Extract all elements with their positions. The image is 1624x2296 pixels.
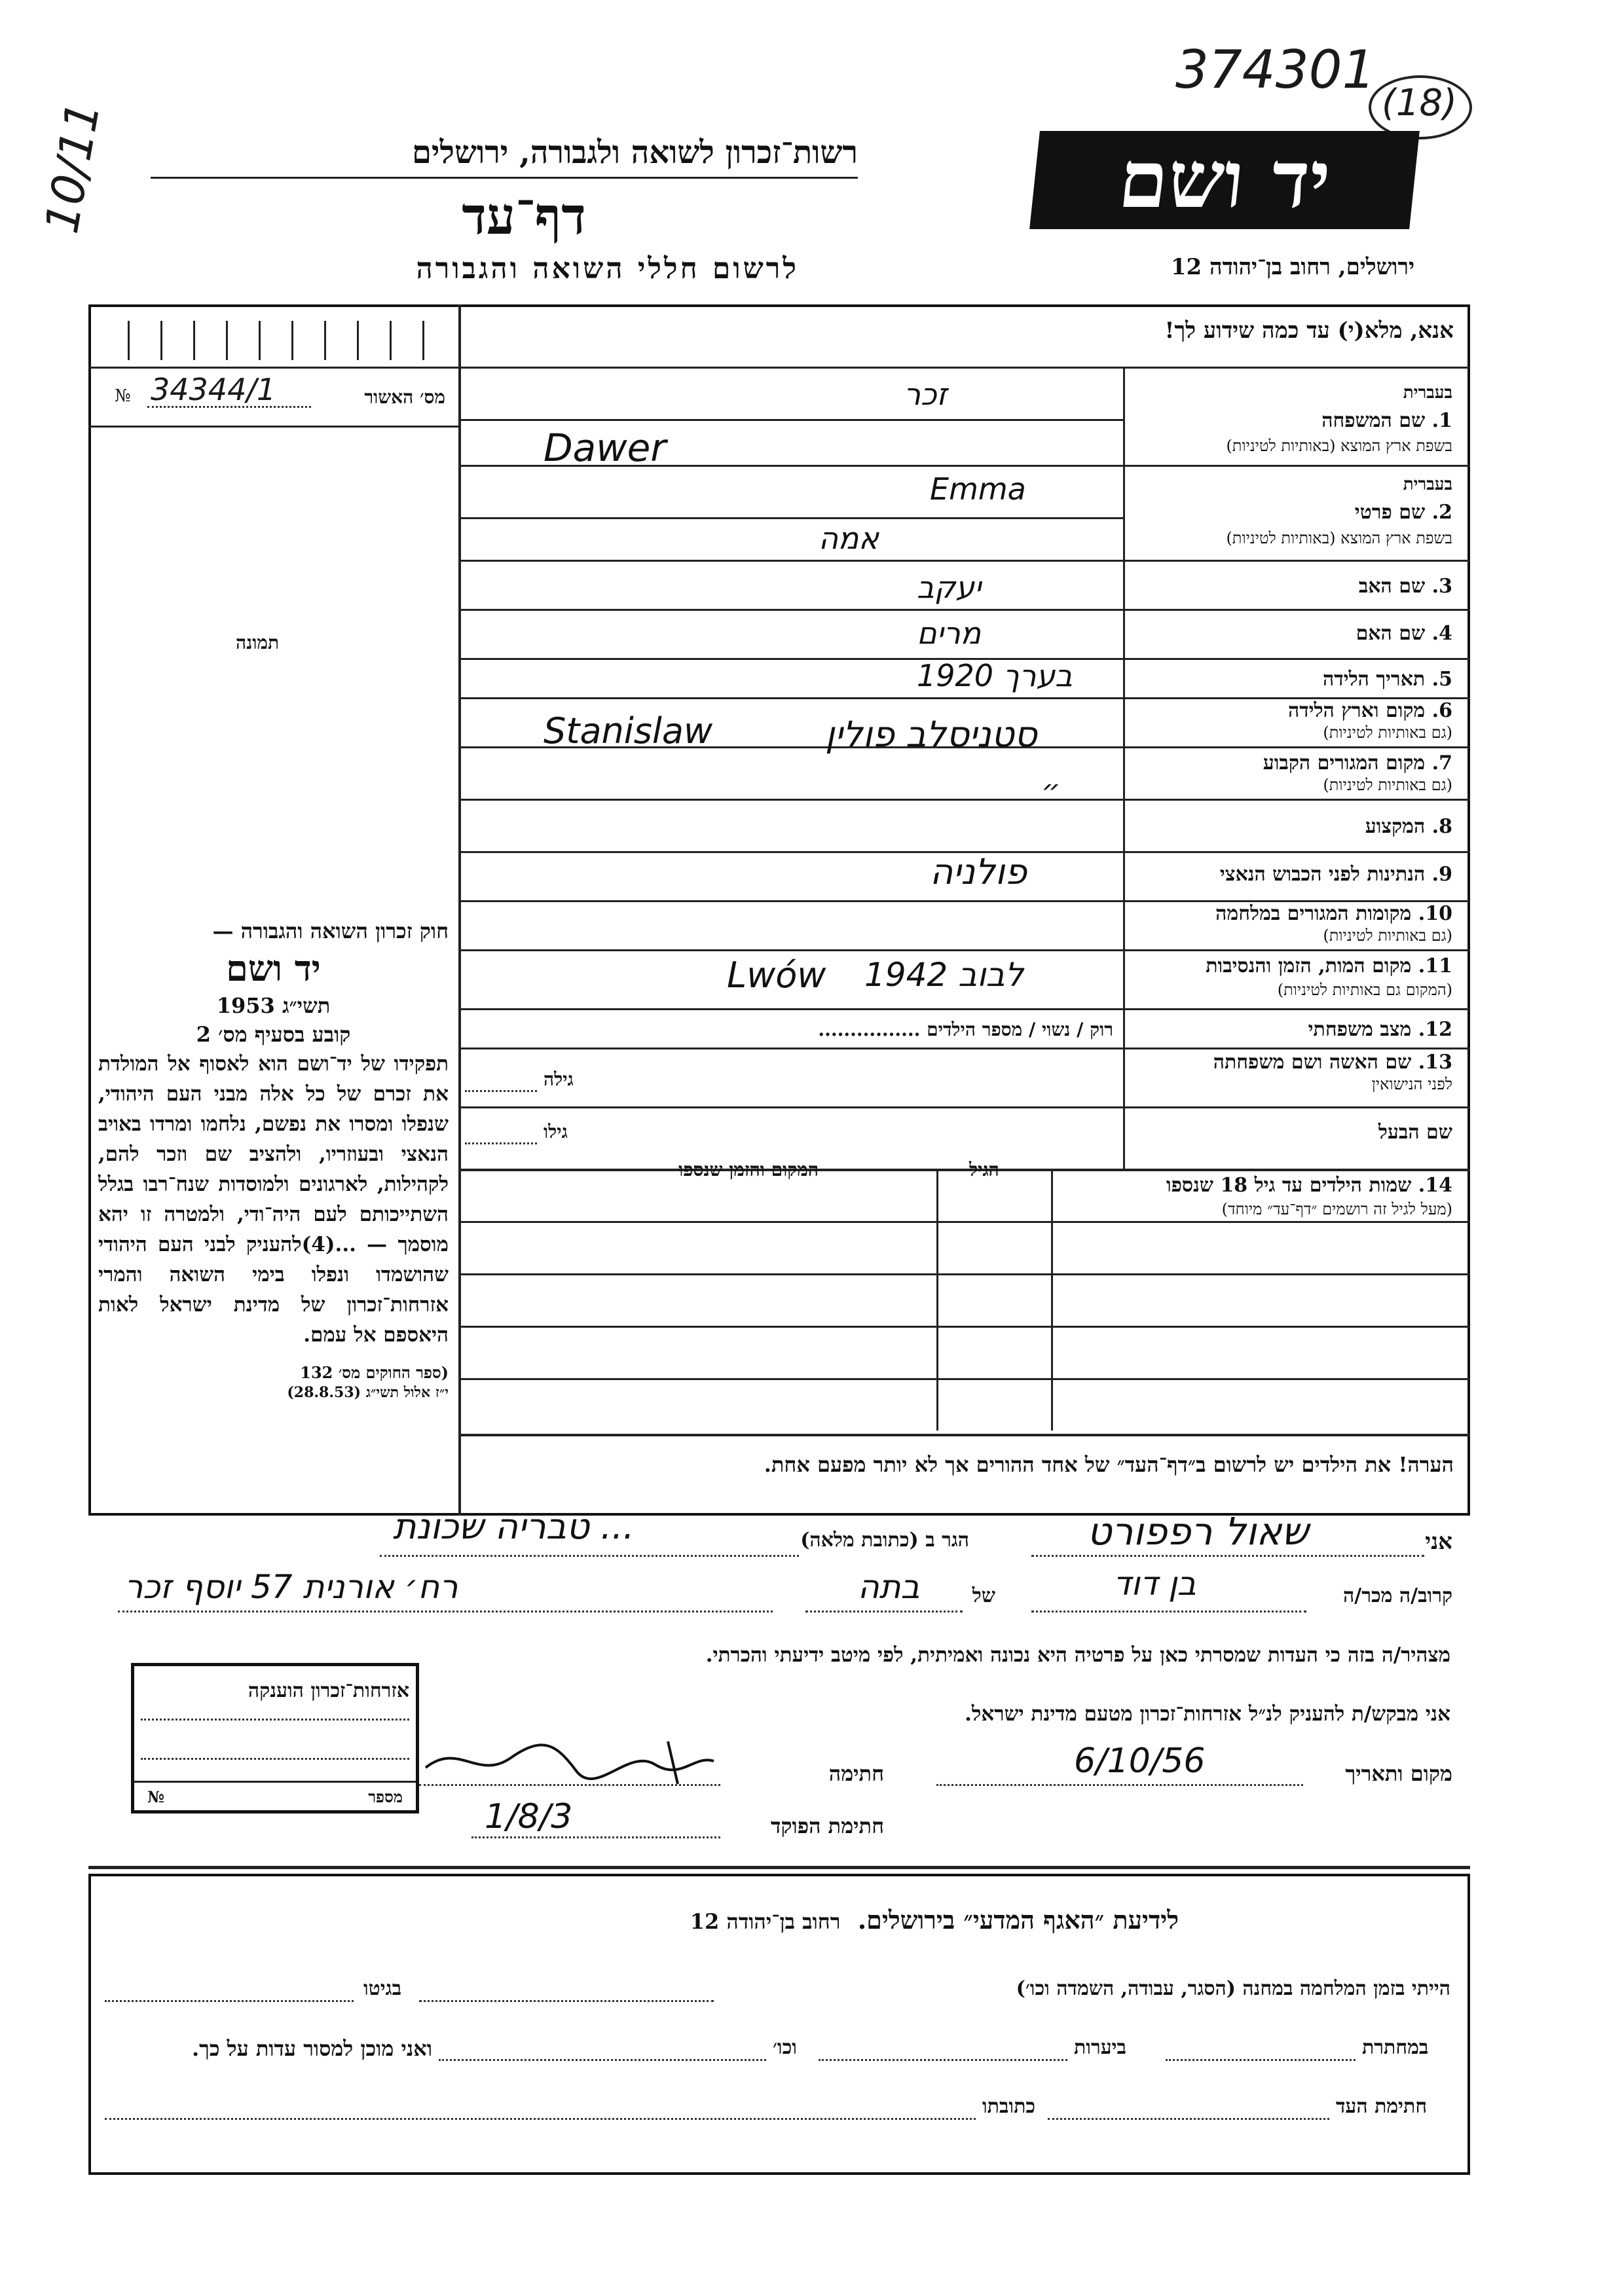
footer-line1: הייתי בזמן המלחמה במחנה (הסגר, עבודה, השמדה וכו׳) xyxy=(1016,1977,1450,2000)
field3-num: 3. xyxy=(1431,575,1452,598)
field9-num: 9. xyxy=(1431,863,1452,886)
footer-witness-address: כתובתו xyxy=(982,2095,1036,2118)
footer-underground-dots xyxy=(1166,2059,1356,2061)
footer-line1-dots xyxy=(419,2000,714,2002)
footer-witness-dots xyxy=(1048,2118,1329,2120)
field12-num: 12. xyxy=(1418,1018,1452,1041)
footer-line2-end: ואני מוכן למסור עדות על כך. xyxy=(191,2036,432,2061)
row-line xyxy=(458,517,1123,519)
cell-tick xyxy=(390,321,392,360)
footer-underground: במחתרת xyxy=(1362,2036,1429,2059)
footer-forests-dots xyxy=(819,2059,1067,2061)
citizenship-no: № xyxy=(147,1787,165,1806)
field2-sub: בשפת ארץ המוצא (באותיות לטיניות) xyxy=(1226,529,1452,547)
field7-label-text: מקום המגורים הקבוע xyxy=(1263,752,1426,774)
law-body: תפקידו של יד־ושם הוא לאסוף אל המולדת את זכרם של כל אלה מבני העם היהודי, שנפלו ומסרו את נפשם, נלחמו ומרדו באויב הנאצי ובעוזריו, ולהציב שם וזכר להם, לקהילות, לארגונים ולמוסדות שנח־רבו בגלל השתייכותם לעם היה־ודי, ולמטרה זו יהא מוסמך — ...(4)להעניק לבני העם היהודי שהושמדו ונפלו בימי השואה והמרי אזרחות־זכרון של מדינת ישראל לאות היאספם אל עמם. xyxy=(98,1052,449,1347)
decl-place-date: מקום ותאריך xyxy=(1345,1761,1452,1786)
children-col-divider xyxy=(1051,1169,1053,1430)
field6-value: סטניסלב פולין xyxy=(825,714,1037,755)
field5-num: 5. xyxy=(1431,668,1452,691)
decl-officer-signature: חתימת הפוקד xyxy=(771,1813,884,1838)
approval-bottom-line xyxy=(88,426,458,428)
cell-tick xyxy=(357,321,359,360)
margin-mark: 10/11 xyxy=(34,98,111,238)
approval-no-sign: № xyxy=(115,386,131,406)
cell-tick xyxy=(422,321,424,360)
decl-place-date-line xyxy=(936,1784,1303,1786)
cell-tick xyxy=(193,321,195,360)
children-row xyxy=(458,1221,1470,1223)
field7-value: ״ xyxy=(1041,773,1061,808)
law-source: (ספר החוקים מס׳ 132 xyxy=(300,1363,449,1382)
children-label-text: שמות הילדים עד גיל 18 שנספו xyxy=(1166,1174,1412,1197)
footer-etc-dots xyxy=(439,2059,766,2061)
field13-num: 13. xyxy=(1418,1051,1452,1074)
decl-ani: אני xyxy=(1425,1529,1452,1555)
row-line xyxy=(458,799,1470,801)
field2-label xyxy=(1355,501,1452,524)
field9-label-text: הנתינות לפני הכבוש הנאצי xyxy=(1219,863,1426,886)
field10-label-text: מקומות המגורים במלחמה xyxy=(1215,902,1412,925)
field12-label-text: מצב משפחתי xyxy=(1308,1018,1412,1041)
field1-num: 1. xyxy=(1431,409,1452,432)
field6-label xyxy=(1288,699,1452,722)
cell-tick xyxy=(160,321,162,360)
marital-options-text: רוק / נשוי / מספר הילדים xyxy=(927,1019,1113,1040)
left-column-divider xyxy=(458,304,461,1516)
decl-name-line xyxy=(1031,1555,1424,1557)
wife-age-dots xyxy=(465,1090,537,1092)
decl-signature-scribble xyxy=(419,1735,720,1787)
footer-forests: ביערות xyxy=(1074,2036,1127,2059)
decl-officer-date: 1/8/3 xyxy=(485,1797,573,1836)
field5-value: בערך 1920 xyxy=(917,658,1073,693)
field4-value: מרים xyxy=(917,615,982,651)
decl-statement: מצהיר/ה בזה כי העדות שמסרתי כאן על פרטיה היא נכונה ואמיתית, לפי מיטב ידיעתי והכרתי. xyxy=(705,1643,1450,1667)
approval-label: מס׳ האשור xyxy=(364,386,445,408)
approval-cells xyxy=(101,321,445,360)
decl-place-date-value: 6/10/56 xyxy=(1074,1741,1206,1781)
field8-label-text: המקצוע xyxy=(1365,815,1426,838)
approval-top-line xyxy=(88,367,458,369)
footer-divider xyxy=(88,1866,1470,1869)
approval-dots xyxy=(147,406,311,408)
law-name: יד ושם xyxy=(226,947,321,989)
row-line xyxy=(458,1008,1470,1010)
field5-label-text: תאריך הלידה xyxy=(1323,668,1426,691)
citizenship-divider xyxy=(134,1781,416,1783)
decl-of: של xyxy=(972,1584,995,1607)
field11-sub: (המקום גם באותיות לטיניות) xyxy=(1277,981,1452,999)
law-block xyxy=(98,917,449,1402)
husband-label: שם הבעל xyxy=(1378,1121,1452,1144)
cell-tick xyxy=(291,321,293,360)
decl-address-line2 xyxy=(118,1611,773,1613)
footer-address: רחוב בן־יהודה 12 xyxy=(690,1909,841,1934)
field7-num: 7. xyxy=(1431,752,1452,774)
children-row xyxy=(458,1326,1470,1328)
children-sub: (מעל לגיל זה רושמים ״דף־עד״ מיוחד) xyxy=(1221,1200,1452,1218)
citizenship-line xyxy=(141,1758,409,1760)
field6-value-latin: Stanislaw xyxy=(544,710,713,752)
decl-relative-value: בן דוד xyxy=(1113,1565,1196,1603)
field9-label xyxy=(1220,863,1452,886)
field6-sub: (גם באותיות לטיניות) xyxy=(1323,723,1452,742)
field11-value-latin: Lwów xyxy=(727,955,826,996)
husband-age-dots xyxy=(465,1142,537,1144)
signature-svg xyxy=(419,1735,720,1787)
row-line xyxy=(458,1048,1470,1049)
field7-sub: (גם באותיות לטיניות) xyxy=(1323,776,1452,794)
law-title: חוק זכרון השואה והגבורה — xyxy=(212,919,449,943)
citizenship-title: אזרחות־זכרון הוענקה xyxy=(248,1679,409,1702)
wife-age-label: גילה xyxy=(544,1068,574,1090)
field2-num: 2. xyxy=(1431,501,1452,524)
instruction-divider xyxy=(458,367,1470,369)
children-col-divider xyxy=(936,1169,938,1430)
approval-number: 34344/1 xyxy=(151,372,276,407)
field2-hebrew-tag: בעברית xyxy=(1403,475,1452,494)
field6-num: 6. xyxy=(1431,699,1452,722)
field10-label xyxy=(1215,902,1452,925)
cell-tick xyxy=(259,321,261,360)
field13-sub: לפני הנישואין xyxy=(1371,1075,1452,1093)
footer-ghetto-dots xyxy=(105,2000,354,2002)
law-clause: קובע בסעיף מס׳ 2 xyxy=(196,1022,351,1047)
citizenship-number-label: מספר xyxy=(368,1787,403,1806)
field8-label xyxy=(1365,815,1452,838)
field2-value-latin: Emma xyxy=(930,471,1026,507)
note-label: הערה! xyxy=(1398,1452,1454,1477)
field4-label-text: שם האם xyxy=(1356,622,1426,645)
citizenship-line xyxy=(141,1719,409,1721)
stamp-number: 374301 xyxy=(1175,39,1376,100)
note xyxy=(471,1452,1454,1477)
footer-title: לידיעת ״האגף המדעי״ בירושלים. xyxy=(857,1905,1179,1935)
yad-vashem-logo xyxy=(1029,131,1420,229)
field9-value: פולניה xyxy=(930,851,1027,892)
field12-label xyxy=(1308,1018,1452,1041)
footer-line1-end: בגיטו xyxy=(363,1977,402,2000)
row-line xyxy=(458,560,1470,562)
field10-sub: (גם באותיות לטיניות) xyxy=(1323,926,1452,945)
field1-label xyxy=(1321,409,1452,432)
note-text: את הילדים יש לרשום ב״דף־העד״ של אחד ההורים אך לא יותר מפעם אחת. xyxy=(764,1452,1392,1477)
footer-etc: וכו׳ xyxy=(773,2036,797,2059)
field4-label xyxy=(1356,622,1452,645)
decl-signature-line xyxy=(419,1784,720,1786)
form-title: דף־עד xyxy=(462,187,586,246)
children-row xyxy=(458,1378,1470,1380)
cell-tick xyxy=(226,321,228,360)
field1-hebrew-tag: בעברית xyxy=(1403,383,1452,403)
field11-label xyxy=(1206,955,1452,977)
children-col-age: הגיל xyxy=(969,1159,999,1180)
decl-address-value: טבריה שכונת ... xyxy=(393,1506,635,1547)
field2-label-text: שם פרטי xyxy=(1354,501,1426,524)
law-source-date: י״ז אלול תשי״ג (28.8.53) xyxy=(287,1384,449,1401)
header-address: ירושלים, רחוב בן־יהודה 12 xyxy=(1170,254,1414,280)
field13-label-text: שם האשה ושם משפחתה xyxy=(1213,1051,1412,1074)
children-col-place: המקום והזמן שנספו xyxy=(678,1159,819,1180)
field11-num: 11. xyxy=(1418,955,1452,977)
logo-text: יד ושם xyxy=(1114,134,1335,226)
authority-underline xyxy=(151,177,858,179)
children-label xyxy=(1166,1174,1452,1197)
decl-address-value2: רח׳ אורנית 57 יוסף זכר xyxy=(124,1568,458,1606)
children-bottom xyxy=(458,1434,1470,1436)
children-num: 14. xyxy=(1418,1174,1452,1197)
row-line xyxy=(458,949,1470,951)
row-line xyxy=(458,1106,1470,1108)
cell-tick xyxy=(128,321,130,360)
law-year: תשי״ג 1953 xyxy=(216,993,331,1018)
field11-value: לבוב 1942 xyxy=(864,956,1024,994)
field6-label-text: מקום וארץ הלידה xyxy=(1287,699,1426,722)
field1-sub: בשפת ארץ המוצא (באותיות לטיניות) xyxy=(1226,437,1452,455)
decl-officer-line xyxy=(471,1836,720,1838)
marital-dots: ................ xyxy=(818,1019,921,1040)
field3-value: יעקב xyxy=(917,570,982,605)
field8-num: 8. xyxy=(1431,815,1452,838)
field1-value-latin: Dawer xyxy=(544,426,667,470)
footer-title-row xyxy=(498,1905,1179,1935)
citizenship-box xyxy=(131,1663,419,1813)
cell-tick xyxy=(324,321,326,360)
field5-label xyxy=(1323,668,1452,691)
field2-value-he: אמה xyxy=(819,520,879,556)
decl-name-value: שאול רפפורט xyxy=(1087,1509,1309,1554)
field3-label-text: שם האב xyxy=(1358,575,1426,598)
corner-mark: (18) xyxy=(1382,82,1457,124)
decl-signature-label: חתימה xyxy=(828,1761,884,1786)
field1-label-text: שם המשפחה xyxy=(1321,409,1426,432)
children-row xyxy=(458,1273,1470,1275)
footer-address-dots xyxy=(105,2118,976,2120)
footer-witness-signature: חתימת העד xyxy=(1336,2095,1428,2118)
decl-request: אני מבקש/ת להעניק לנ״ל אזרחות־זכרון מטעם מדינת ישראל. xyxy=(965,1702,1450,1726)
instruction: אנא, מלא(י) עד כמה שידוע לך! xyxy=(1164,318,1454,344)
decl-relative-line xyxy=(1031,1611,1306,1613)
row-line xyxy=(458,419,1123,421)
decl-address-line xyxy=(380,1555,799,1557)
marital-options xyxy=(655,1019,1113,1041)
field13-label xyxy=(1213,1051,1452,1074)
husband-age-label: גילו xyxy=(544,1121,568,1142)
decl-of-line xyxy=(805,1611,963,1613)
field11-label-text: מקום המות, הזמן והנסיבות xyxy=(1206,955,1412,977)
decl-of-value: בתה xyxy=(858,1568,920,1606)
row-line xyxy=(458,609,1470,611)
field1-value-he: זכר xyxy=(904,376,948,412)
photo-label: תמונה xyxy=(236,632,280,653)
field10-num: 10. xyxy=(1418,902,1452,925)
authority-title: רשות־זכרון לשואה ולגבורה, ירושלים xyxy=(411,134,858,171)
decl-resides: הגר ב (כתובת מלאה) xyxy=(800,1529,969,1552)
form-subtitle: לרשום חללי השואה והגבורה xyxy=(416,252,799,285)
field7-label xyxy=(1263,752,1452,774)
decl-relative: קרוב/ה מכר/ה xyxy=(1343,1584,1452,1607)
field4-num: 4. xyxy=(1431,622,1452,645)
field3-label xyxy=(1359,575,1452,598)
